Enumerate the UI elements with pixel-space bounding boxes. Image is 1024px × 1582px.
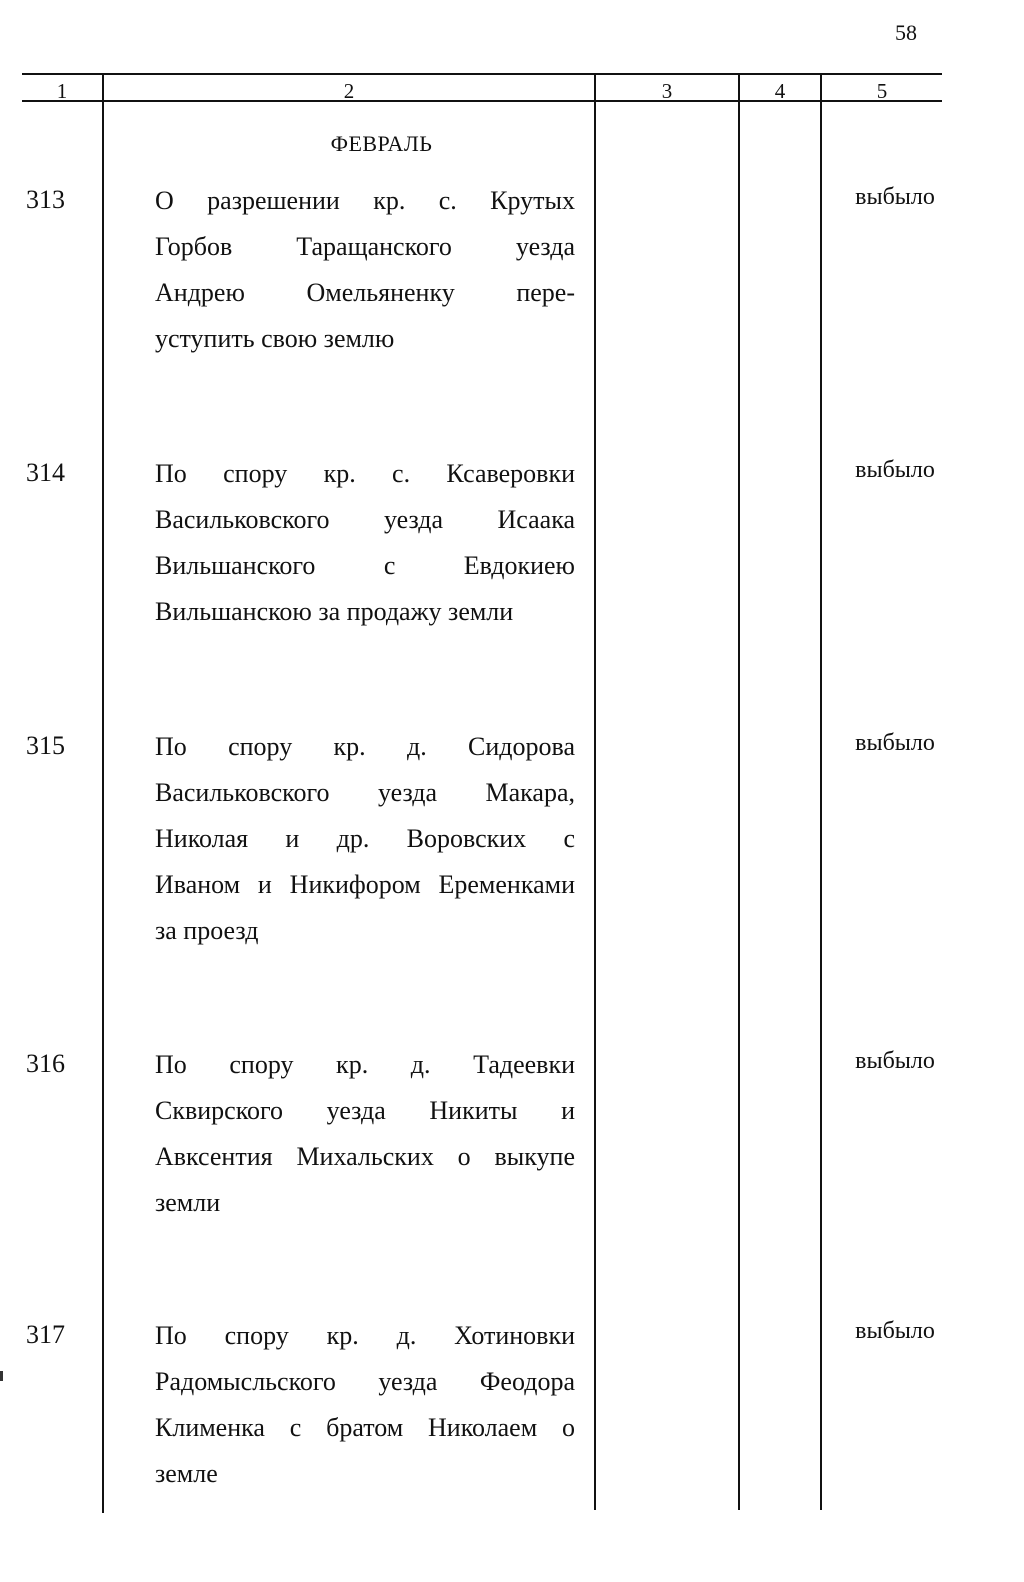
column-header-1: 1	[56, 79, 68, 103]
column-header-5: 5	[876, 79, 888, 103]
description-line: земле	[155, 1459, 218, 1488]
description-line: Сквирского уезда Никиты и	[155, 1096, 575, 1125]
scan-mark	[0, 1371, 3, 1381]
month-heading: ФЕВРАЛЬ	[330, 131, 433, 156]
row-number: 315	[26, 731, 65, 760]
row-status: выбыло	[855, 1048, 935, 1074]
description-line: По спору кр. с. Ксаверовки	[155, 459, 575, 488]
description-line: Вильшанскою за продажу земли	[155, 597, 514, 626]
column-divider-2	[594, 73, 596, 1510]
column-divider-4	[820, 73, 822, 1510]
row-description	[155, 178, 575, 362]
description-line: Горбов Таращанского уезда	[155, 232, 575, 261]
description-line: О разрешении кр. с. Крутых	[155, 186, 575, 215]
row-number: 313	[26, 185, 65, 214]
description-line: за проезд	[155, 916, 259, 945]
description-line: земли	[155, 1188, 221, 1217]
row-number: 317	[26, 1320, 65, 1349]
description-line: Николая и др. Воровских с	[155, 824, 575, 853]
row-number: 316	[26, 1049, 65, 1078]
description-line: Андрею Омельяненку пере-	[155, 278, 575, 307]
column-header-2: 2	[343, 79, 355, 103]
column-divider-3	[738, 73, 740, 1510]
row-description	[155, 1042, 575, 1226]
description-line: Иваном и Никифором Еременками	[155, 870, 575, 899]
description-line: Васильковского уезда Исаака	[155, 505, 575, 534]
page-number: 58	[895, 20, 917, 45]
column-divider-1	[102, 73, 104, 1513]
table-top-rule	[22, 73, 942, 75]
row-status: выбыло	[855, 457, 935, 483]
column-header-4: 4	[774, 79, 786, 103]
row-description	[155, 1313, 575, 1497]
row-number: 314	[26, 458, 65, 487]
row-status: выбыло	[855, 184, 935, 210]
row-status: выбыло	[855, 730, 935, 756]
row-description	[155, 724, 575, 954]
description-line: По спору кр. д. Сидорова	[155, 732, 575, 761]
description-line: По спору кр. д. Хотиновки	[155, 1321, 575, 1350]
description-line: Авксентия Михальских о выкупе	[155, 1142, 575, 1171]
description-line: Радомысльского уезда Феодора	[155, 1367, 575, 1396]
description-line: Васильковского уезда Макара,	[155, 778, 575, 807]
description-line: уступить свою землю	[155, 324, 395, 353]
row-description	[155, 451, 575, 635]
description-line: Вильшанского с Евдокиею	[155, 551, 575, 580]
row-status: выбыло	[855, 1318, 935, 1344]
description-line: По спору кр. д. Тадеевки	[155, 1050, 575, 1079]
column-header-3: 3	[661, 79, 673, 103]
description-line: Клименка с братом Николаем о	[155, 1413, 575, 1442]
